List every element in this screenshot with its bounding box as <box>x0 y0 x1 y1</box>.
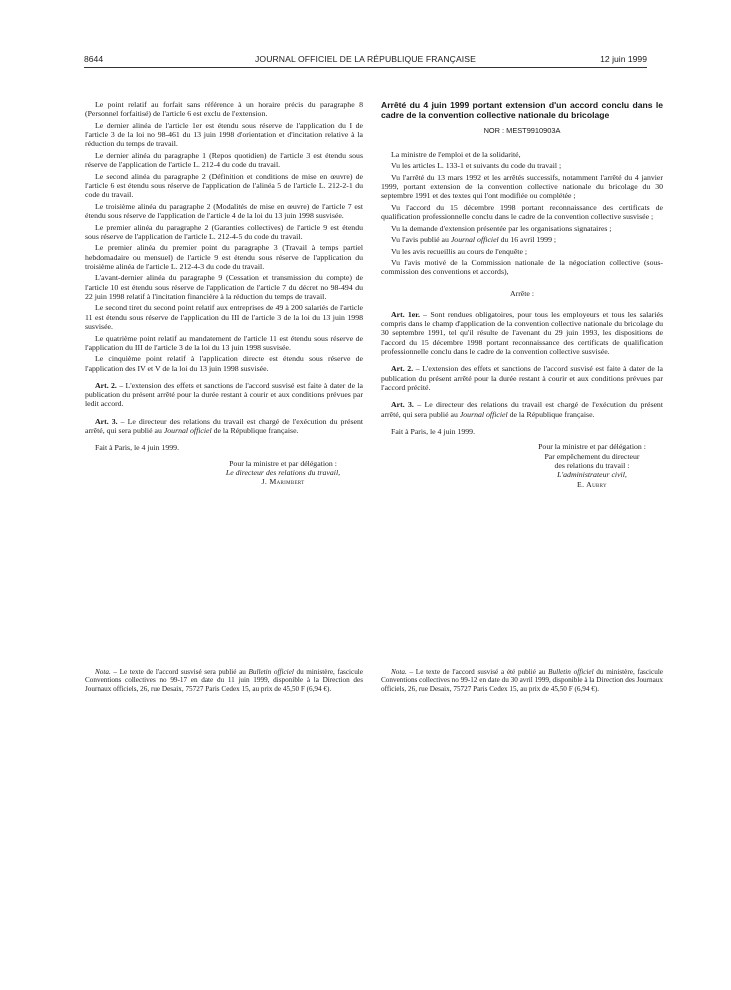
article-3: Art. 3. – Le directeur des relations du travail est chargé de l'exécution du présent arrêté, qui sera publié au Journal officiel de la République française. <box>381 400 664 419</box>
paragraph: Le troisième alinéa du paragraphe 2 (Modalités de mise en œuvre) de l'article 7 est étendu sous réserve de l'application de l'article 4 de la loi du 13 juin 1998 susvisée. <box>85 201 363 221</box>
place-date: Fait à Paris, le 4 juin 1999. <box>391 426 476 436</box>
considerant: Vu l'avis publié au Journal officiel du 16 avril 1999 ; <box>391 235 557 245</box>
paragraph: Le dernier alinéa de l'article 1er est étendu sous réserve de l'application du I de l'article 3 de la loi no 98-461 du 13 juin 1998 d'orientation et d'incitation relative à la réduction du temps de travail. <box>85 120 363 149</box>
paragraph: Le point relatif au forfait sans référence à un horaire précis du paragraphe 8 (Personnel forfaitisé) de l'article 6 est exclu de l'extension. <box>85 100 363 119</box>
signature-line: des relations du travail : <box>554 460 630 470</box>
article-3: Art. 3. – Le directeur des relations du travail est chargé de l'exécution du présent arrêté, qui sera publié au Journal officiel de la République française. <box>85 416 364 436</box>
paragraph: Le second alinéa du paragraphe 2 (Définition et conditions de mise en œuvre) de l'article 6 est étendu sous réserve de l'application de l'alinéa 5 de l'article L. 212-2-1 du code du travail. <box>85 171 363 200</box>
page-header <box>84 54 647 68</box>
article-label: Art. 2. <box>95 380 117 390</box>
header-rule <box>84 67 647 68</box>
considerant: Vu les avis recueillis au cours de l'enquête ; <box>391 246 528 256</box>
paragraph: Le quatrième point relatif au mandatement de l'article 11 est étendu sous réserve de l'application du III de l'article 3 de la loi du 13 juin 1998 susvisée. <box>85 333 363 352</box>
article-2: Art. 2. – L'extension des effets et sanctions de l'accord susvisé est faite à dater de la publication du présent arrêté pour la durée restant à courir et aux conditions prévues par l'accord précité. <box>381 364 664 392</box>
left-column <box>85 100 363 487</box>
signatory-name: J. Marimbert <box>261 477 305 487</box>
nota-left: Nota. – Le texte de l'accord susvisé sera publié au Bulletin officiel du ministère, fascicule Conventions collectives no 99-17 en date du 11 juin 1999, disponible à la Direction des Journaux officiels, 26, rue Desaix, 75727 Paris Cedex 15, au prix de 45,50 F (6,94 €). <box>85 668 363 693</box>
paragraph: Le premier alinéa du paragraphe 2 (Garanties collectives) de l'article 9 est étendu sous réserve de l'application de l'article L. 212-4-5 du code du travail. <box>85 222 363 241</box>
paragraph: Le premier alinéa du premier point du paragraphe 3 (Travail à temps partiel hebdomadaire ou mensuel) de l'article 9 est étendu sous réserve de l'application du troisième alinéa de l'article L. 212-4-3 du code du travail. <box>85 243 363 271</box>
right-column <box>381 100 663 489</box>
article-1: Art. 1er. – Sont rendues obligatoires, pour tous les employeurs et tous les salariés compris dans le champ d'application de la convention collective nationale du bricolage du 30 septembre 1991, tel qu'il résulte de l'avenant du 29 juin 1993, les dispositions de l'accord du 15 décembre 1998 portant reconnaissance des certificats de qualification professionnelle conclu dans le cadre de la convention collective susvisée. <box>381 309 664 357</box>
considerant: Vu les articles L. 133-1 et suivants du code du travail ; <box>391 161 562 171</box>
paragraph: Le cinquième point relatif à l'application directe est étendu sous réserve de l'application des IV et V de la loi du 13 juin 1998 susvisée. <box>85 354 363 373</box>
signature-line: Pour la ministre et par délégation : <box>229 458 337 468</box>
nota-label: Nota. <box>95 668 111 676</box>
signature-line: Pour la ministre et par délégation : <box>538 442 646 452</box>
considerant: Vu l'arrêté du 13 mars 1992 et les arrêtés successifs, notamment l'arrêté du 4 janvier 1999, portant extension de la convention collective nationale du bricolage du 30 septembre 1991 et des textes qui l'ont modifiée ou complétée ; <box>381 172 663 201</box>
considerant: Vu l'accord du 15 décembre 1998 portant reconnaissance des certificats de qualification professionnelle conclu dans le cadre de la convention collective susvisée ; <box>381 202 663 222</box>
article-label: Art. 1er. <box>391 309 420 319</box>
article-label: Art. 3. <box>95 416 118 426</box>
minister-line: La ministre de l'emploi et de la solidarité, <box>391 149 521 159</box>
signature-line: Par empêchement du directeur <box>544 451 640 461</box>
article-2: Art. 2. – L'extension des effets et sanctions de l'accord susvisé est faite à dater de la publication du présent arrêté pour la durée restant à courir et aux conditions prévues par ledit accord. <box>85 380 364 409</box>
signature-block <box>203 459 363 487</box>
nota-right: Nota. – Le texte de l'accord susvisé a été publié au Bulletin officiel du ministère, fascicule Conventions collectives no 99-12 en date du 30 avril 1999, disponible à la Direction des Journaux officiels, 26, rue Desaix, 75727 Paris Cedex 15, au prix de 45,50 F (6,94 €). <box>381 668 664 693</box>
place-date: Fait à Paris, le 4 juin 1999. <box>95 443 180 453</box>
considerant: Vu la demande d'extension présentée par les organisations signataires ; <box>391 223 612 233</box>
page-number: 8644 <box>84 54 104 64</box>
signature-title: Le directeur des relations du travail, <box>225 468 341 478</box>
signature-block <box>521 442 663 489</box>
considerant: Vu l'avis motivé de la Commission nationale de la négociation collective (sous-commission des conventions et accords), <box>381 257 663 277</box>
paragraph: Le second tiret du second point relatif aux entreprises de 49 à 200 salariés de l'article 11 est étendu sous réserve de l'application du III de l'article 3 de la loi du 13 juin 1998 susvisée. <box>85 303 363 332</box>
decree-title: Arrêté du 4 juin 1999 portant extension d'un accord conclu dans le cadre de la convention collective nationale du bricolage <box>381 100 663 121</box>
paragraph: L'avant-dernier alinéa du paragraphe 9 (Cessation et transmission du compte) de l'article 10 est étendu sous réserve de l'application de l'article 7 du décret no 98-494 du 22 juin 1998 relatif à l'incitation financière à la réduction du temps de travail. <box>85 273 363 301</box>
signature-title: L'administrateur civil, <box>557 470 627 480</box>
paragraph: Le dernier alinéa du paragraphe 1 (Repos quotidien) de l'article 3 est étendu sous réserve de l'application de l'article L. 212-4 du code du travail. <box>85 150 363 170</box>
nota-label: Nota. <box>391 668 407 676</box>
nor-reference: NOR : MESТ9910903A <box>483 126 561 136</box>
arrete-heading: Arrête : <box>509 288 535 298</box>
journal-title: JOURNAL OFFICIEL DE LA RÉPUBLIQUE FRANÇAISE <box>255 54 476 64</box>
article-label: Art. 2. <box>391 364 414 374</box>
issue-date: 12 juin 1999 <box>600 54 647 64</box>
article-label: Art. 3. <box>391 400 414 410</box>
signatory-name: E. Aubry <box>577 479 607 489</box>
